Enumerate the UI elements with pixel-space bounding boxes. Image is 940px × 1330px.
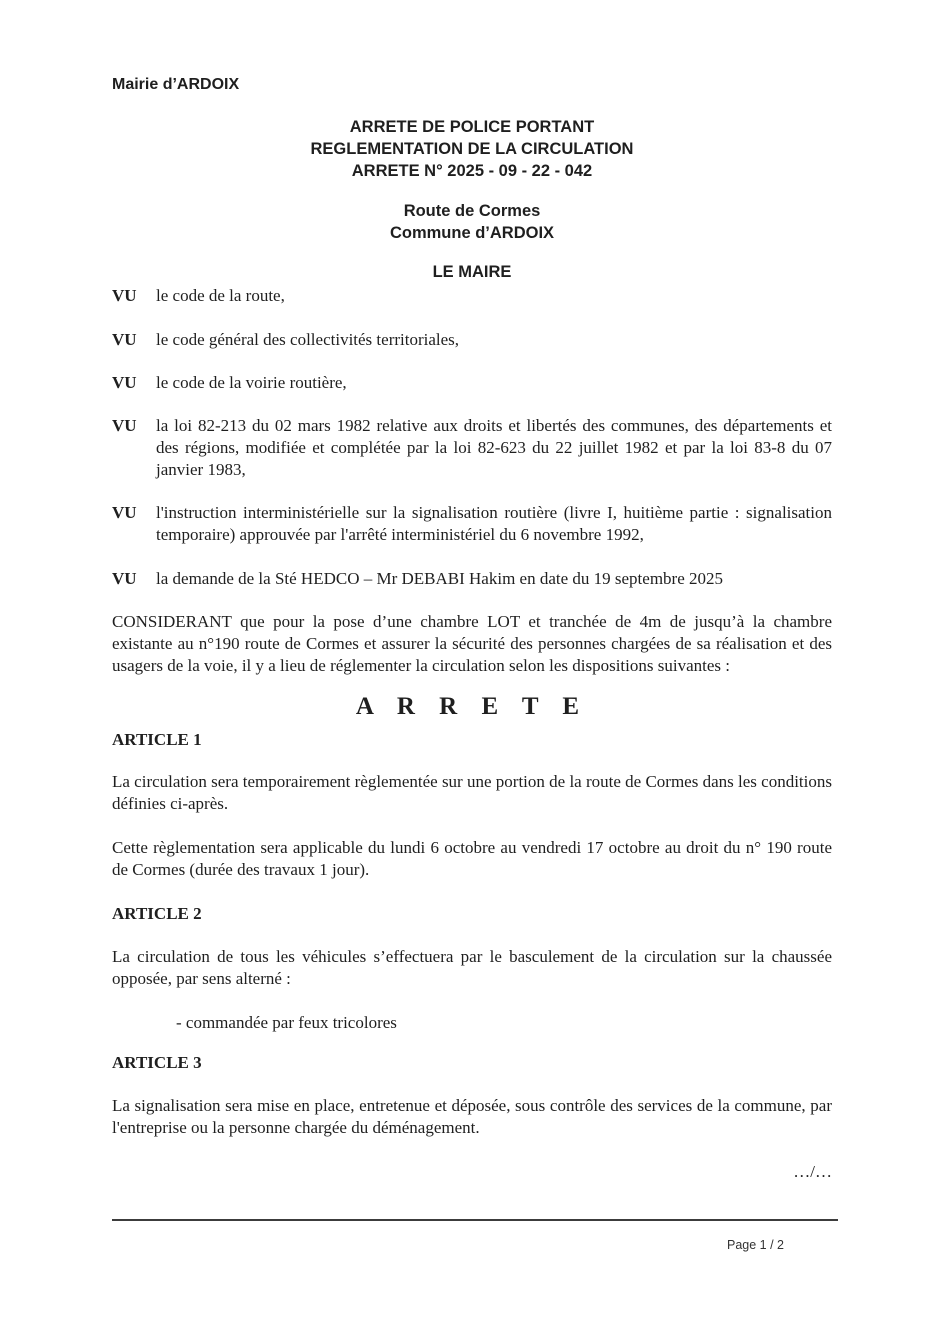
article-2-paragraph-1: La circulation de tous les véhicules s’effectuera par le basculement de la circulation sur la chaussée opposée, par sens alterné : xyxy=(112,947,832,988)
vu-text: le code de la route, xyxy=(156,286,285,305)
article-1-paragraph-2: Cette règlementation sera applicable du lundi 6 octobre au vendredi 17 octobre au droit du n° 190 route de Cormes (durée des travaux 1 jour). xyxy=(112,838,832,879)
decree-heading: A R R E T E xyxy=(355,693,589,720)
article-2-heading: ARTICLE 2 xyxy=(112,904,202,923)
vu-label: VU xyxy=(112,503,137,522)
subtitle-block xyxy=(112,200,832,244)
vu-text: le code de la voirie routière, xyxy=(156,373,347,392)
article-1-heading: ARTICLE 1 xyxy=(112,730,202,749)
vu-text: la loi 82-213 du 02 mars 1982 relative aux droits et libertés des communes, des départements et des régions, modifiée et complétée par la loi 82-623 du 22 juillet 1982 et par la loi 83-8 du 07 janvier 1983, xyxy=(156,416,832,479)
issuing-authority: Mairie d’ARDOIX xyxy=(112,76,240,93)
decree-number: ARRETE N° 2025 - 09 - 22 - 042 xyxy=(351,162,593,180)
vu-clause-2 xyxy=(112,329,832,351)
continuation-mark: …/… xyxy=(793,1162,832,1181)
vu-text: la demande de la Sté HEDCO – Mr DEBABI Hakim en date du 19 septembre 2025 xyxy=(156,569,724,588)
vu-clause-4 xyxy=(112,415,832,481)
title-line-1: ARRETE DE POLICE PORTANT xyxy=(349,118,595,136)
title-block xyxy=(112,116,832,182)
vu-text: le code général des collectivités territoriales, xyxy=(156,330,460,349)
vu-clause-6 xyxy=(112,568,832,590)
vu-label: VU xyxy=(112,373,137,392)
page-number: Page 1 / 2 xyxy=(727,1238,784,1252)
commune-name: Commune d’ARDOIX xyxy=(389,224,555,242)
article-3-heading: ARTICLE 3 xyxy=(112,1053,202,1072)
authority-heading: LE MAIRE xyxy=(432,263,512,281)
vu-label: VU xyxy=(112,416,137,435)
title-line-2: REGLEMENTATION DE LA CIRCULATION xyxy=(310,140,634,158)
considerant-paragraph: CONSIDERANT que pour la pose d’une chambre LOT et tranchée de 4m de jusqu’à la chambre existante au n°190 route de Cormes et assurer la sécurité des personnes chargées de sa réalisation et des usagers de la voie, il y a lieu de réglementer la circulation selon les dispositions suivantes : xyxy=(112,612,832,675)
footer-divider xyxy=(112,1219,838,1221)
vu-label: VU xyxy=(112,330,137,349)
article-2-bullet: - commandée par feux tricolores xyxy=(176,1013,397,1032)
article-1-paragraph-1: La circulation sera temporairement règlementée sur une portion de la route de Cormes dans les conditions définies ci-après. xyxy=(112,772,832,813)
vu-label: VU xyxy=(112,569,137,588)
article-3-paragraph-1: La signalisation sera mise en place, entretenue et déposée, sous contrôle des services de la commune, par l'entreprise ou la personne chargée du déménagement. xyxy=(112,1096,832,1137)
vu-clause-5 xyxy=(112,502,832,546)
vu-clause-3 xyxy=(112,372,832,394)
vu-text: l'instruction interministérielle sur la signalisation routière (livre I, huitième partie : signalisation temporaire) approuvée par l'arrêté interministériel du 6 novembre 1992, xyxy=(156,503,832,544)
road-name: Route de Cormes xyxy=(403,202,541,220)
vu-label: VU xyxy=(112,286,137,305)
vu-clause-1 xyxy=(112,285,832,307)
